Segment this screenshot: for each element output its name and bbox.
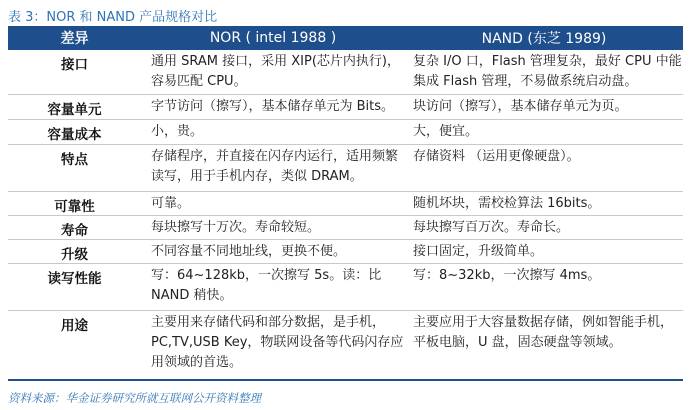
row-label: 升级 [61, 247, 88, 263]
table-row [8, 95, 683, 120]
row-label: 特点 [61, 152, 88, 168]
table-row [8, 311, 683, 381]
nor-cell: 小，贵。 [151, 124, 204, 139]
table-row [8, 264, 683, 311]
nand-cell: 主要应用于大容量数据存储，例如智能手机，平板电脑，U 盘，固态硬盘等领域。 [413, 315, 674, 350]
header-difference: 差异 [60, 31, 89, 47]
nand-cell: 块访问（擦写），基本储存单元为页。 [413, 99, 628, 114]
nand-cell: 写：8~32kb，一次擦写 4ms。 [413, 268, 601, 283]
comparison-table [8, 26, 683, 381]
nor-cell: 不同容量不同地址线，更换不便。 [151, 244, 347, 259]
nand-cell: 大，便宜。 [413, 124, 479, 139]
row-label: 用途 [61, 318, 88, 334]
row-label: 读写性能 [47, 271, 102, 287]
row-label: 接口 [61, 57, 88, 73]
row-label: 容量成本 [47, 127, 102, 143]
nor-cell: 可靠。 [151, 196, 191, 211]
nor-cell: 存储程序，并直接在闪存内运行，适用频繁读写，用于手机内存，类似 DRAM。 [151, 149, 399, 184]
nor-cell: 通用 SRAM 接口，采用 XIP(芯片内执行)，容易匹配 CPU。 [151, 54, 400, 89]
row-label: 容量单元 [47, 102, 102, 118]
source-note: 资料来源：华金证券研究所就互联网公开资料整理 [8, 391, 261, 405]
nand-cell: 随机坏块，需校检算法 16bits。 [413, 196, 601, 211]
nand-cell: 每块擦写百万次。寿命长。 [413, 220, 570, 235]
nor-cell: 写：64~128kb，一次擦写 5s。读：比 NAND 稍快。 [151, 268, 382, 303]
nor-cell: 主要用来存储代码和部分数据，是手机，PC,TV,USB Key，物联网设备等代码闪存应用领域的首选。 [151, 315, 404, 370]
table-header [8, 26, 683, 50]
header-nor: NOR ( intel 1988 ) [209, 30, 337, 46]
nor-cell: 字节访问（擦写），基本储存单元为 Bits。 [151, 99, 395, 114]
table-row [8, 50, 683, 95]
table-row [8, 120, 683, 145]
row-label: 寿命 [61, 223, 88, 239]
row-label: 可靠性 [54, 199, 95, 215]
nand-cell: 存储资料 （运用更像硬盘）。 [413, 149, 580, 164]
header-nand: NAND (东芝 1989) [481, 31, 607, 47]
table-row [8, 216, 683, 240]
nand-cell: 复杂 I/O 口，Flash 管理复杂，最好 CPU 中能集成 Flash 管理，不易做系统启动盘。 [413, 54, 682, 89]
table-row [8, 240, 683, 264]
nor-cell: 每块擦写十万次。寿命较短。 [151, 220, 321, 235]
table-row [8, 192, 683, 216]
table-caption: 表 3：NOR 和 NAND 产品规格对比 [8, 10, 218, 25]
nand-cell: 接口固定，升级简单。 [413, 244, 544, 259]
table-row [8, 145, 683, 192]
